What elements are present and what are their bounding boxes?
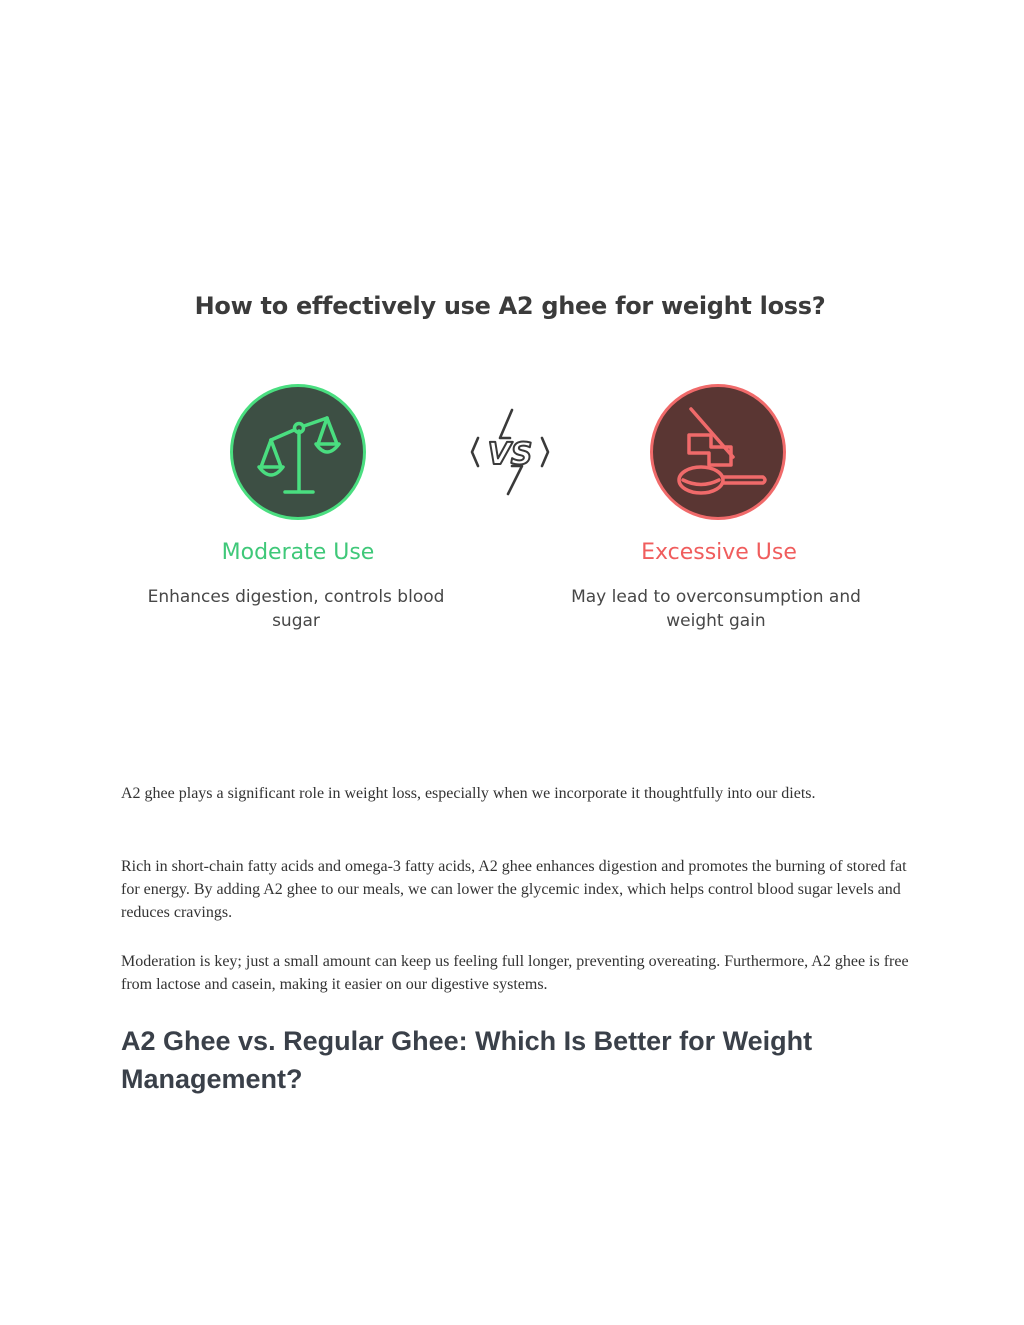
article-paragraph: Rich in short-chain fatty acids and omega-3 fatty acids, A2 ghee enhances digestion and promotes the burning of stored fat for energy. By adding A2 ghee to our meals, we can lower the glycemic index, which helps control blood sugar levels and reduces cravings.	[121, 858, 907, 921]
moderate-use-badge	[230, 384, 366, 520]
excessive-use-description: May lead to overconsumption and weight gain	[571, 587, 861, 631]
article-paragraph: A2 ghee plays a significant role in weight loss, especially when we incorporate it thoughtfully into our diets.	[121, 785, 816, 802]
infographic-title: How to effectively use A2 ghee for weight loss?	[194, 292, 826, 320]
moderate-use-description: Enhances digestion, controls blood sugar	[147, 587, 445, 631]
moderate-use-label: Moderate Use	[221, 540, 375, 565]
excessive-use-badge	[650, 384, 786, 520]
vs-icon	[470, 408, 550, 496]
vs-text: VS	[487, 437, 533, 472]
article-paragraph: Moderation is key; just a small amount can keep us feeling full longer, preventing overeating. Furthermore, A2 ghee is free from lactose and casein, making it easier on our digestive systems.	[121, 953, 909, 993]
section-heading: A2 Ghee vs. Regular Ghee: Which Is Better for Weight Management?	[121, 1026, 813, 1094]
excessive-use-label: Excessive Use	[641, 540, 797, 565]
no-excess-spoon-icon	[653, 387, 789, 523]
balance-scale-icon	[233, 387, 369, 523]
